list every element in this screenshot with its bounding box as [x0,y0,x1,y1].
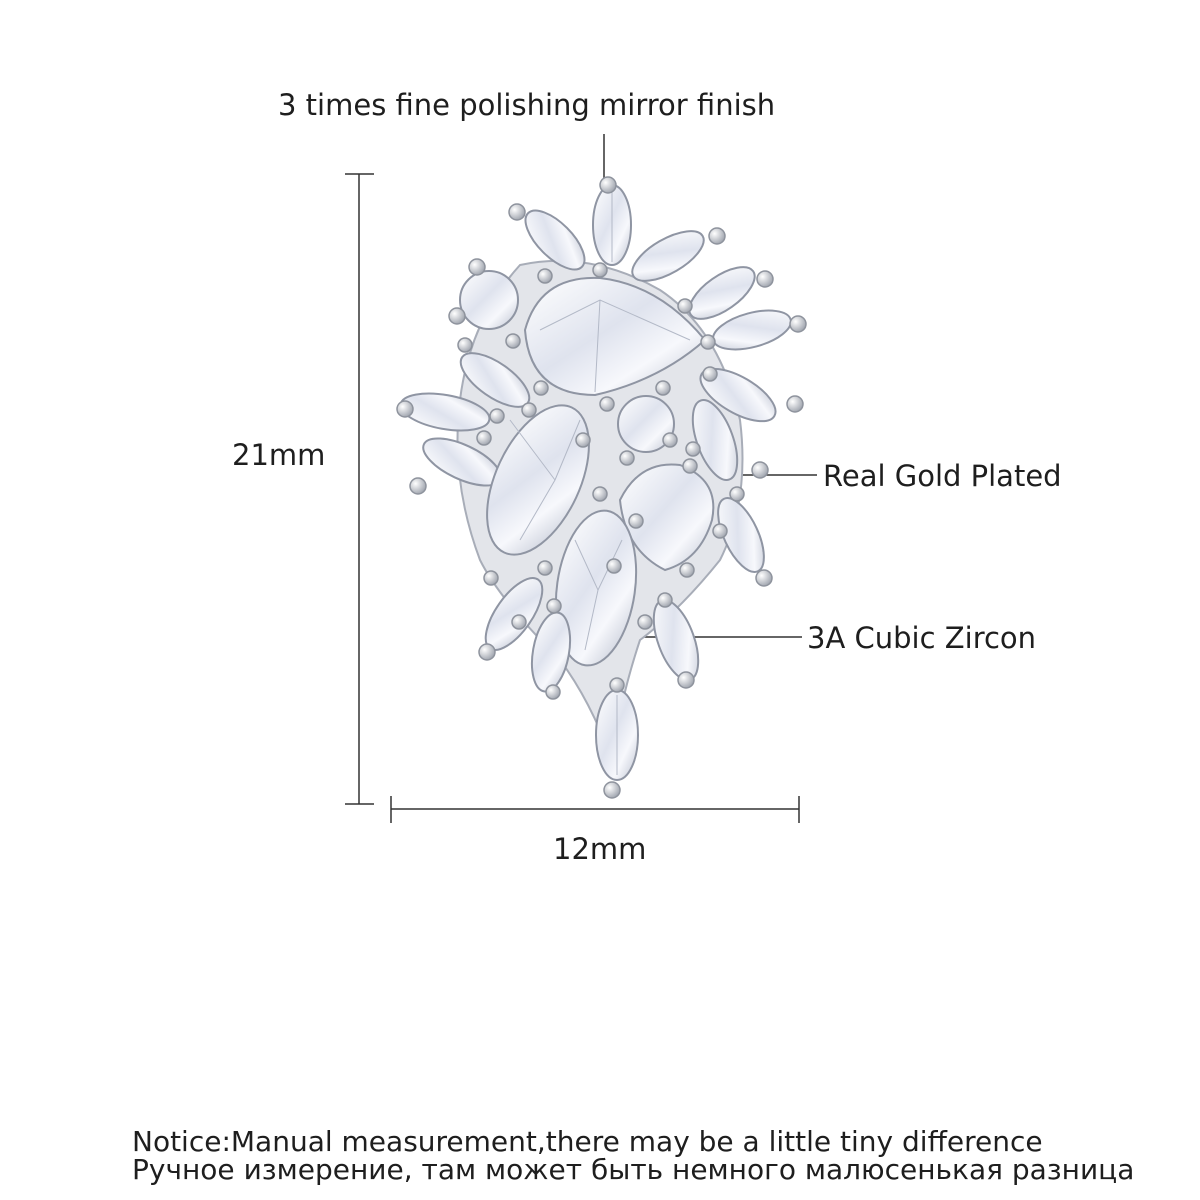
height-dimension-line [345,174,374,804]
width-dimension-label: 12mm [553,832,647,866]
plating-callout-label: Real Gold Plated [823,459,1062,493]
earring-image [397,177,806,798]
polish-callout-label: 3 times fine polishing mirror finish [278,88,776,122]
stones-callout-label: 3A Cubic Zircon [807,621,1037,655]
width-dimension-line [391,796,799,823]
notice-english: Notice:Manual measurement,there may be a little tiny difference [132,1125,1043,1158]
height-dimension-label: 21mm [232,438,326,472]
notice-russian: Ручное измерение, там может быть немного малюсенькая разница [132,1153,1135,1186]
